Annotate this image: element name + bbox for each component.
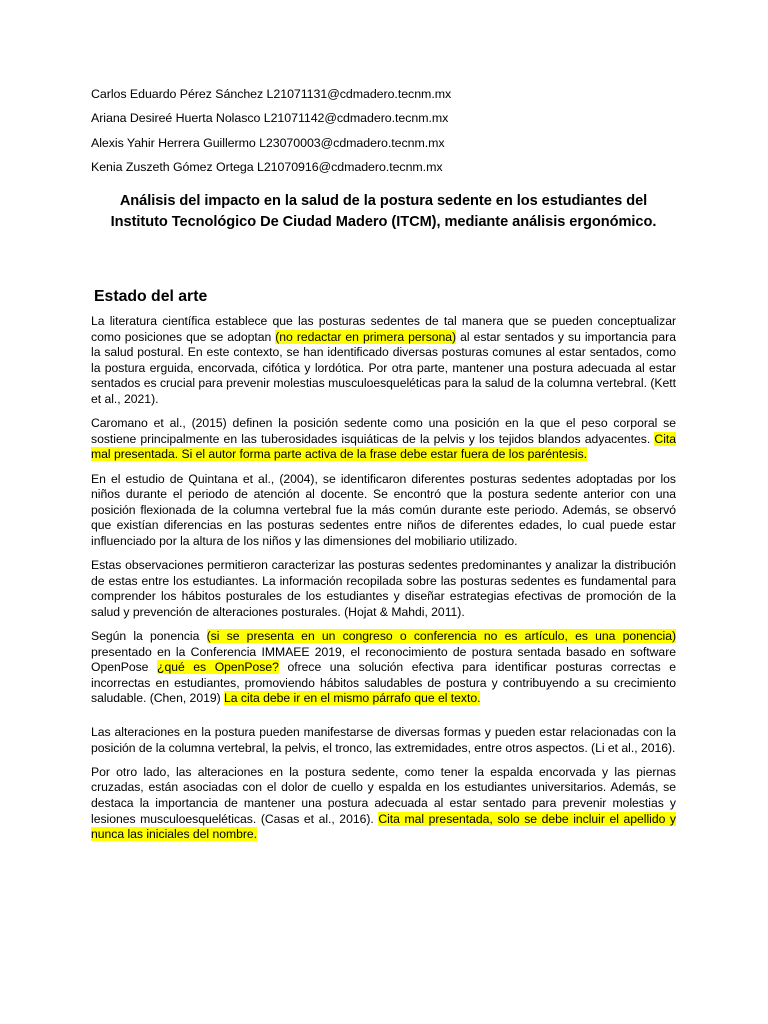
paragraph	[91, 416, 676, 463]
author-list	[91, 86, 676, 184]
paragraph	[91, 314, 676, 408]
paragraph	[91, 725, 676, 756]
author-line: Carlos Eduardo Pérez Sánchez L21071131@cdmadero.tecnm.mx	[91, 87, 452, 101]
review-comment-highlight: (si se presenta en un congreso o conferencia no es artículo, es una ponencia)	[206, 629, 676, 644]
review-comment-highlight: La cita debe ir en el mismo párrafo que el texto.	[224, 691, 481, 706]
review-comment-highlight: (no redactar en primera persona)	[275, 329, 457, 344]
paragraph-text: Caromano et al., (2015) definen la posición sedente como una posición en la que el peso corporal se sostiene principalmente en las tuberosidades isquiáticas de la pelvis y los tejidos blandos adyacentes.	[91, 416, 676, 446]
author-line: Ariana Desireé Huerta Nolasco L21071142@cdmadero.tecnm.mx	[91, 111, 449, 126]
paragraph-text: Por otro lado, las alteraciones en la postura sedente, como tener la espalda encorvada y las piernas cruzadas, están asociadas con el dolor de cuello y espalda en los estudiantes universitarios. Además, se destaca la importancia de mantener una postura adecuada al estar sentado para prevenir molestias y lesiones musculoesqueléticas. (Casas et al., 2016).	[91, 764, 676, 826]
paragraph	[91, 472, 676, 550]
author-line: Alexis Yahir Herrera Guillermo L23070003@cdmadero.tecnm.mx	[91, 135, 445, 150]
paragraph	[91, 765, 676, 843]
paragraph	[91, 558, 676, 620]
review-comment-highlight: Cita mal presentada, solo se debe incluir el apellido y nunca las iniciales del nombre.	[91, 811, 676, 842]
paragraph-text: En el estudio de Quintana et al., (2004), se identificaron diferentes posturas sedentes adoptadas por los niños durante el periodo de atención al docente. Se encontró que la postura sedente anterior con una posición flexionada de la columna vertebral fue la más común durante este periodo. Además, se observó que existían diferencias en las posturas sedentes entre niños de diferentes edades, lo cual puede estar influenciado por la altura de los niños y las dimensiones del mobiliario utilizado.	[91, 471, 676, 548]
review-comment-highlight: ¿qué es OpenPose?	[157, 660, 279, 675]
paragraph-text: al estar sentados y su importancia para la salud postural. En este contexto, se han identificado diversas posturas comunes al estar sentados, como la postura erguida, encorvada, cifótica y lordótica. Por otra parte, mantener una postura adecuada al estar sentados es crucial para prevenir molestias musculoesqueléticas para la salud de la columna vertebral. (Kett et al., 2021).	[91, 329, 676, 406]
paragraph-text: La literatura científica establece que las posturas sedentes de tal manera que se pueden conceptualizar como posiciones que se adoptan	[91, 314, 676, 344]
paragraph-text: Estas observaciones permitieron caracterizar las posturas sedentes predominantes y analizar la distribución de estas entre los estudiantes. La información recopilada sobre las posturas sedentes es fundamental para comprender los hábitos posturales de los estudiantes y diseñar estrategias efectivas de promoción de la salud y prevención de alteraciones posturales. (Hojat & Mahdi, 2011).	[91, 558, 676, 619]
section-heading: Estado del arte	[94, 288, 208, 305]
author-line: Kenia Zuszeth Gómez Ortega L21070916@cdmadero.tecnm.mx	[91, 160, 443, 175]
paragraph	[91, 629, 676, 707]
review-comment-highlight: Cita mal presentada. Si el autor forma parte activa de la frase debe estar fuera de los paréntesis.	[91, 431, 676, 462]
paragraph-text: Según la ponencia	[91, 629, 207, 644]
paragraph-text: ofrece una solución efectiva para identificar posturas correctas e incorrectas en estudiantes, promoviendo hábitos saludables de postura y contribuyendo a su crecimiento saludable. (Chen, 2019)	[91, 660, 676, 706]
paragraph-text: Las alteraciones en la postura pueden manifestarse de diversas formas y pueden estar relacionadas con la posición de la columna vertebral, la pelvis, el tronco, las extremidades, entre otros aspectos. (Li et al., 2016).	[91, 725, 676, 755]
document-title: Análisis del impacto en la salud de la postura sedente en los estudiantes del Instituto Tecnológico De Ciudad Madero (ITCM), mediante análisis ergonómico.	[110, 193, 657, 230]
paragraph-text: presentado en la Conferencia IMMAEE 2019, el reconocimiento de postura sentada basado en software OpenPose	[91, 644, 676, 675]
document-body	[91, 314, 676, 851]
